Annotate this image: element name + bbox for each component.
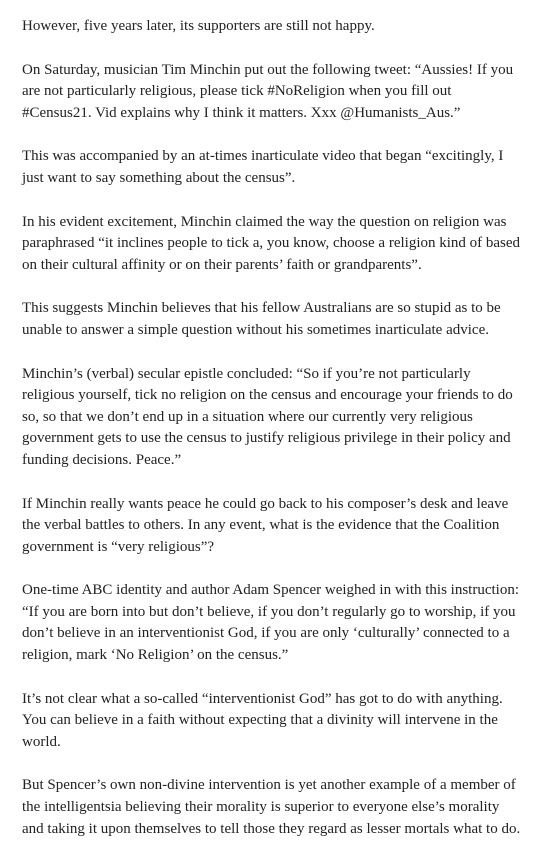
paragraph-5: This suggests Minchin believes that his fellow Australians are so stupid as to be unable to answer a simple question without his sometimes inarticulate advice.	[22, 300, 501, 338]
paragraph-1: However, five years later, its supporters are still not happy.	[22, 18, 375, 34]
paragraph-6: Minchin’s (verbal) secular epistle concluded: “So if you’re not particularly religious yourself, tick no religion on the census and encourage your friends to do so, so that we don’t end up in a situation where our currently very religious government gets to use the census to justify religious privilege in their policy and funding decisions. Peace.”	[22, 365, 513, 468]
paragraph-3: This was accompanied by an at-times inarticulate video that began “excitingly, I just want to say something about the census”.	[22, 148, 504, 186]
paragraph-10: But Spencer’s own non-divine intervention is yet another example of a member of the intelligentsia believing their morality is superior to everyone else’s morality and taking it upon themselves to tell those they regard as lesser mortals what to do.	[22, 777, 521, 837]
paragraph-4: In his evident excitement, Minchin claimed the way the question on religion was paraphrased “it inclines people to tick a, you know, choose a religion kind of based on their cultural affinity or on their parents’ faith or grandparents”.	[22, 213, 521, 273]
paragraph-2: On Saturday, musician Tim Minchin put out the following tweet: “Aussies! If you are not particularly religious, please tick #NoReligion when you fill out #Census21. Vid explains why I think it matters. Xxx @Humanists_Aus.”	[22, 61, 514, 121]
paragraph-7: If Minchin really wants peace he could go back to his composer’s desk and leave the verbal battles to others. In any event, what is the evidence that the Coalition government is “very religious”?	[22, 495, 509, 555]
paragraph-9: It’s not clear what a so-called “interventionist God” has got to do with anything. You can believe in a faith without expecting that a divinity will intervene in the world.	[22, 690, 503, 750]
paragraph-8: One-time ABC identity and author Adam Spencer weighed in with this instruction: “If you are born into but don’t believe, if you don’t regularly go to worship, if you don’t believe in an interventionist God, if you are only ‘culturally’ connected to a religion, mark ‘No Religion’ on the census.”	[22, 582, 520, 664]
